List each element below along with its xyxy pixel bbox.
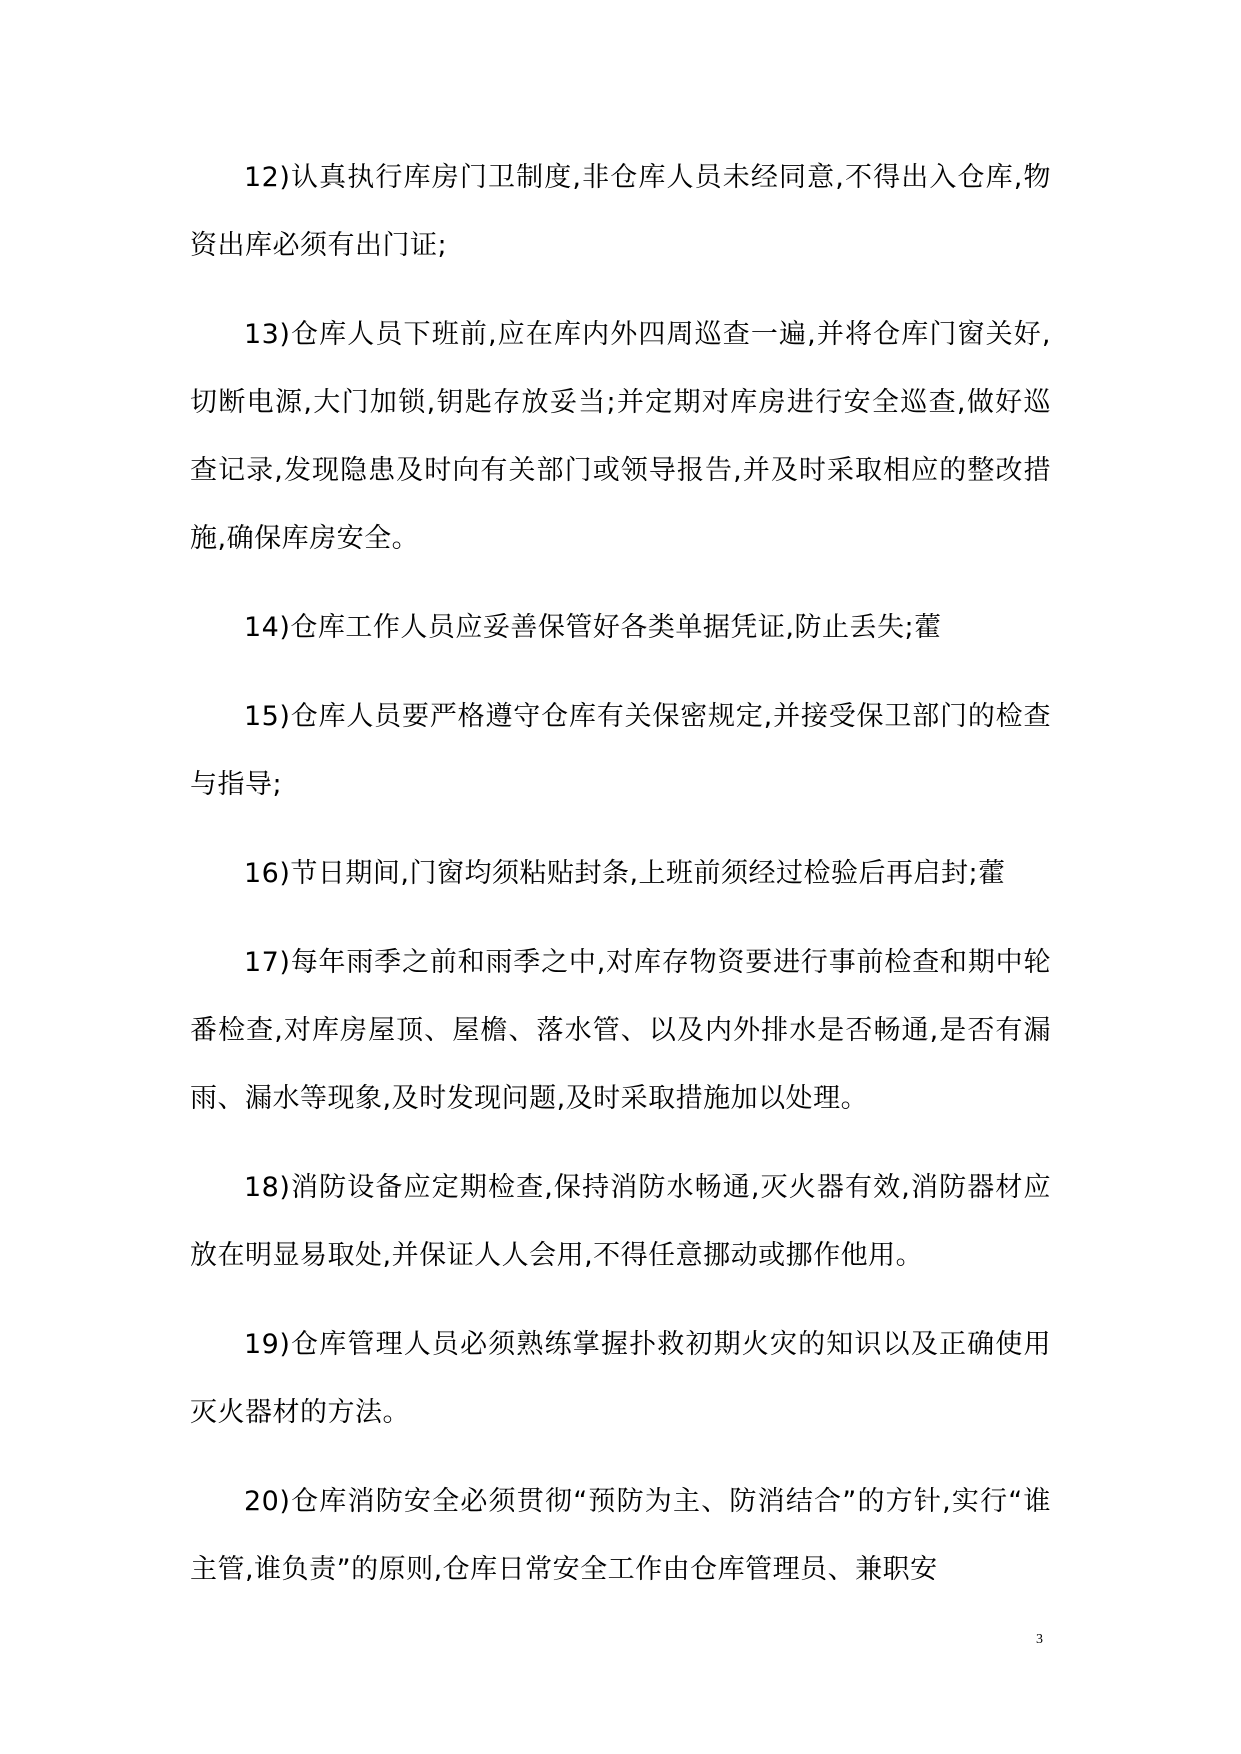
document-body [190, 144, 1051, 1625]
paragraph-19: 19)仓库管理人员必须熟练掌握扑救初期火灾的知识以及正确使用灭火器材的方法。 [190, 1329, 1051, 1428]
paragraph-17: 17)每年雨季之前和雨季之中,对库存物资要进行事前检查和期中轮番检查,对库房屋顶、屋檐、落水管、以及内外排水是否畅通,是否有漏雨、漏水等现象,及时发现问题,及时采取措施加以处理。 [190, 947, 1051, 1114]
paragraph-14: 14)仓库工作人员应妥善保管好各类单据凭证,防止丢失;藿 [244, 612, 942, 643]
paragraph-13: 13)仓库人员下班前,应在库内外四周巡查一遍,并将仓库门窗关好,切断电源,大门加锁,钥匙存放妥当;并定期对库房进行安全巡查,做好巡查记录,发现隐患及时向有关部门或领导报告,并及时采取相应的整改措施,确保库房安全。 [190, 319, 1051, 554]
paragraph-16: 16)节日期间,门窗均须粘贴封条,上班前须经过检验后再启封;藿 [244, 858, 1006, 889]
paragraph-12: 12)认真执行库房门卫制度,非仓库人员未经同意,不得出入仓库,物资出库必须有出门证; [190, 162, 1051, 261]
page-number: 3 [1036, 1632, 1043, 1647]
paragraph-18: 18)消防设备应定期检查,保持消防水畅通,灭火器有效,消防器材应放在明显易取处,并保证人人会用,不得任意挪动或挪作他用。 [190, 1172, 1051, 1271]
paragraph-20: 20)仓库消防安全必须贯彻“预防为主、防消结合”的方针,实行“谁主管,谁负责”的原则,仓库日常安全工作由仓库管理员、兼职安 [190, 1486, 1051, 1585]
paragraph-15: 15)仓库人员要严格遵守仓库有关保密规定,并接受保卫部门的检查与指导; [190, 701, 1051, 800]
